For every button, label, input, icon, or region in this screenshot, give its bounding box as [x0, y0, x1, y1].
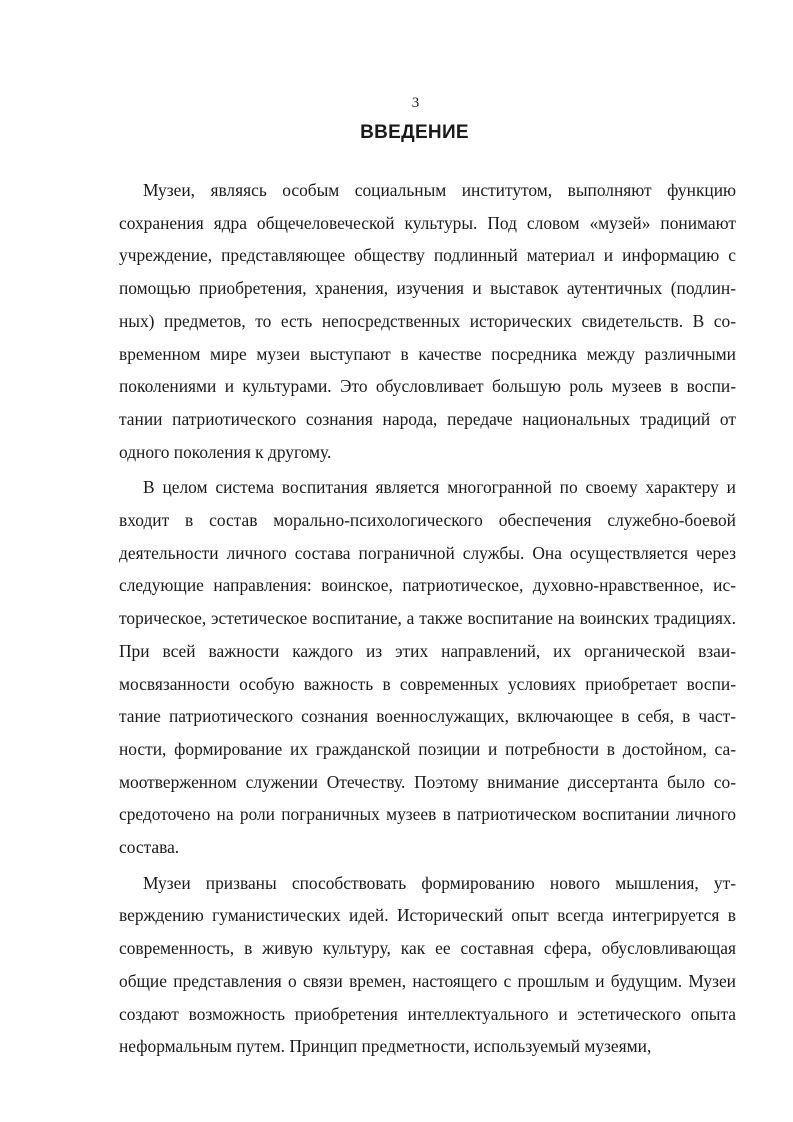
page-number: 3 — [411, 95, 420, 111]
paragraph-new-thinking: Музеи призваны способствовать формированию нового мышления, утверждению гуманистических идей. Исторический опыт всегда интегрируется в современность, в живую культуру, как ее составная сфера, обусловливающая общие представления о связи времен, настоящего с прошлым и будущим. Музеи создают возможность приобретения интеллектуального и эстетического опыта неформальным путем. Принцип предметности, используемый музеями, — [119, 872, 736, 1057]
paragraph-museums-role: Музеи, являясь особым социальным институтом, выполняют функцию сохранения ядра общечеловеческой культуры. Под словом «музей» понимают учреждение, представляющее обществу подлинный материал и информацию с помощью приобретения, хранения, изучения и выставок аутентичных (подлинных) предметов, то есть непосредственных исторических свидетельств. В современном мире музеи выступают в качестве посредника между различными поколениями и культурами. Это обусловливает большую роль музеев в воспитании патриотического сознания народа, передаче национальных традиций от одного поколения к другому. — [119, 180, 736, 462]
body-text — [119, 174, 736, 1063]
page-title: ВВЕДЕНИЕ — [360, 122, 469, 143]
paragraph-education-system: В целом система воспитания является многогранной по своему характеру и входит в состав морально-психологического обеспечения служебно-боевой деятельности личного состава пограничной службы. Она осуществляется через следующие направления: воинское, патриотическое, духовно-нравственное, историческое, эстетическое воспитание, а также воспитание на воинских традициях. При всей важности каждого из этих направлений, их органической взаимосвязанности особую важность в современных условиях приобретает воспитание патриотического сознания военнослужащих, включающее в себя, в частности, формирование их гражданской позиции и потребности в достойном, самоотверженном служении Отечеству. Поэтому внимание диссертанта было сосредоточено на роли пограничных музеев в патриотическом воспитании личного состава. — [119, 477, 736, 858]
